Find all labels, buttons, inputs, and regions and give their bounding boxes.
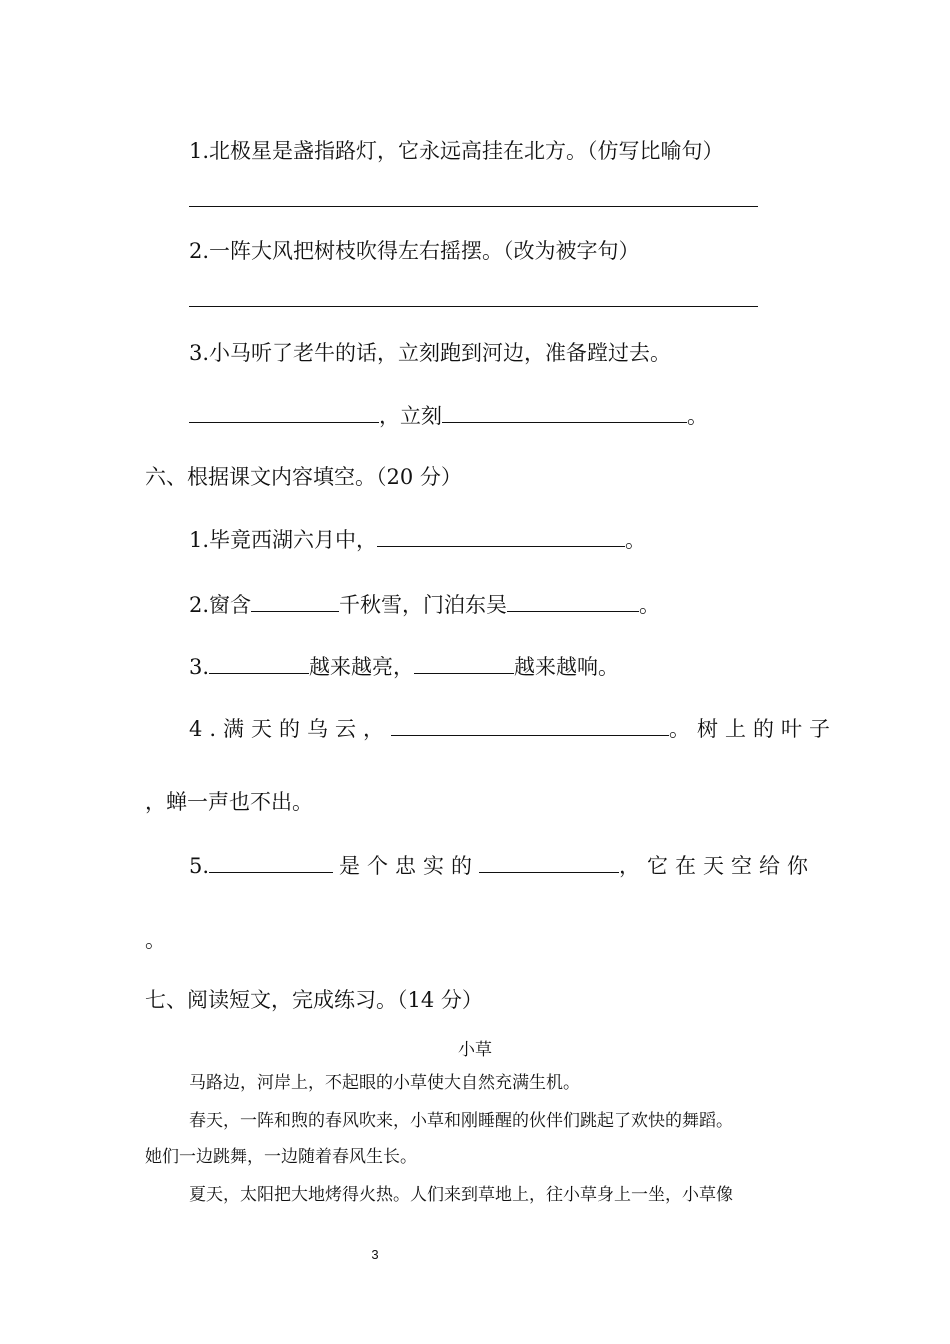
q5-3-mid-text: ，立刻 (379, 404, 442, 428)
passage-paragraph-2-line-1: 春天，一阵和煦的春风吹来，小草和刚睡醒的伙伴们跳起了欢快的舞蹈。 (189, 1111, 733, 1131)
blank-q6-3-a[interactable] (209, 651, 309, 674)
passage-paragraph-3-line-1: 夏天，太阳把大地烤得火热。人们来到草地上，往小草身上一坐，小草像 (189, 1185, 733, 1205)
q6-2-text-a: 2.窗含 (189, 593, 252, 617)
q6-4-row (189, 713, 837, 744)
q6-5-cont-text: 。 (145, 928, 166, 952)
blank-q6-3-b[interactable] (414, 651, 514, 674)
q6-5-continuation (145, 925, 166, 955)
q5-1-prompt (189, 136, 724, 166)
q5-1-text: 1.北极星是盏指路灯，它永远高挂在北方。（仿写比喻句） (189, 139, 724, 163)
q5-3-end-text: 。 (687, 404, 708, 428)
blank-q6-2-b[interactable] (507, 589, 639, 612)
q6-3-text-a: 3. (189, 655, 210, 679)
q6-5-text-b: 是个忠实的 (339, 854, 480, 878)
section6-heading (145, 462, 462, 492)
q6-4-text-b: 。树上的叶子 (669, 717, 838, 741)
q6-4-cont-text: ，蝉一声也不出。 (145, 790, 313, 814)
q5-3-prompt (189, 338, 671, 368)
q6-5-row (189, 850, 815, 881)
q6-2-end: 。 (639, 593, 661, 617)
q6-5-text-a: 5. (189, 854, 210, 878)
q6-4-continuation (145, 787, 313, 817)
answer-line-q5-1[interactable] (189, 206, 758, 207)
blank-q6-1[interactable] (377, 524, 625, 547)
q6-1-row (189, 524, 646, 555)
blank-q6-5-a[interactable] (209, 850, 333, 873)
q6-4-text-a: 4.满天的乌云， (189, 717, 392, 741)
blank-q5-3-b[interactable] (442, 400, 687, 423)
q6-1-text: 1.毕竟西湖六月中， (189, 528, 378, 552)
page-number: 3 (371, 1247, 379, 1262)
section7-heading (145, 985, 483, 1015)
q6-1-end: 。 (625, 528, 647, 552)
q6-2-row (189, 589, 660, 620)
passage-title: 小草 (458, 1040, 492, 1060)
blank-q6-5-b[interactable] (479, 850, 619, 873)
blank-q5-3-a[interactable] (189, 400, 379, 423)
q6-3-row (189, 651, 619, 682)
q5-3-answer-row (189, 400, 708, 431)
passage-paragraph-1: 马路边，河岸上，不起眼的小草使大自然充满生机。 (189, 1073, 580, 1093)
answer-line-q5-2[interactable] (189, 306, 758, 307)
q6-3-text-c: 越来越响。 (514, 655, 620, 679)
q5-2-prompt (189, 236, 640, 266)
q5-2-text: 2.一阵大风把树枝吹得左右摇摆。（改为被字句） (189, 239, 640, 263)
passage-paragraph-2-line-2: 她们一边跳舞，一边随着春风生长。 (145, 1147, 417, 1167)
section6-title: 六、根据课文内容填空。（20 分） (145, 465, 462, 489)
blank-q6-4[interactable] (391, 713, 669, 736)
q6-3-text-b: 越来越亮， (309, 655, 415, 679)
q6-5-text-c: ，它在天空给你 (619, 854, 816, 878)
section7-title: 七、阅读短文，完成练习。（14 分） (145, 988, 483, 1012)
q5-3-text: 3.小马听了老牛的话，立刻跑到河边，准备蹚过去。 (189, 341, 672, 365)
blank-q6-2-a[interactable] (251, 589, 339, 612)
q6-2-text-b: 千秋雪，门泊东吴 (339, 593, 508, 617)
